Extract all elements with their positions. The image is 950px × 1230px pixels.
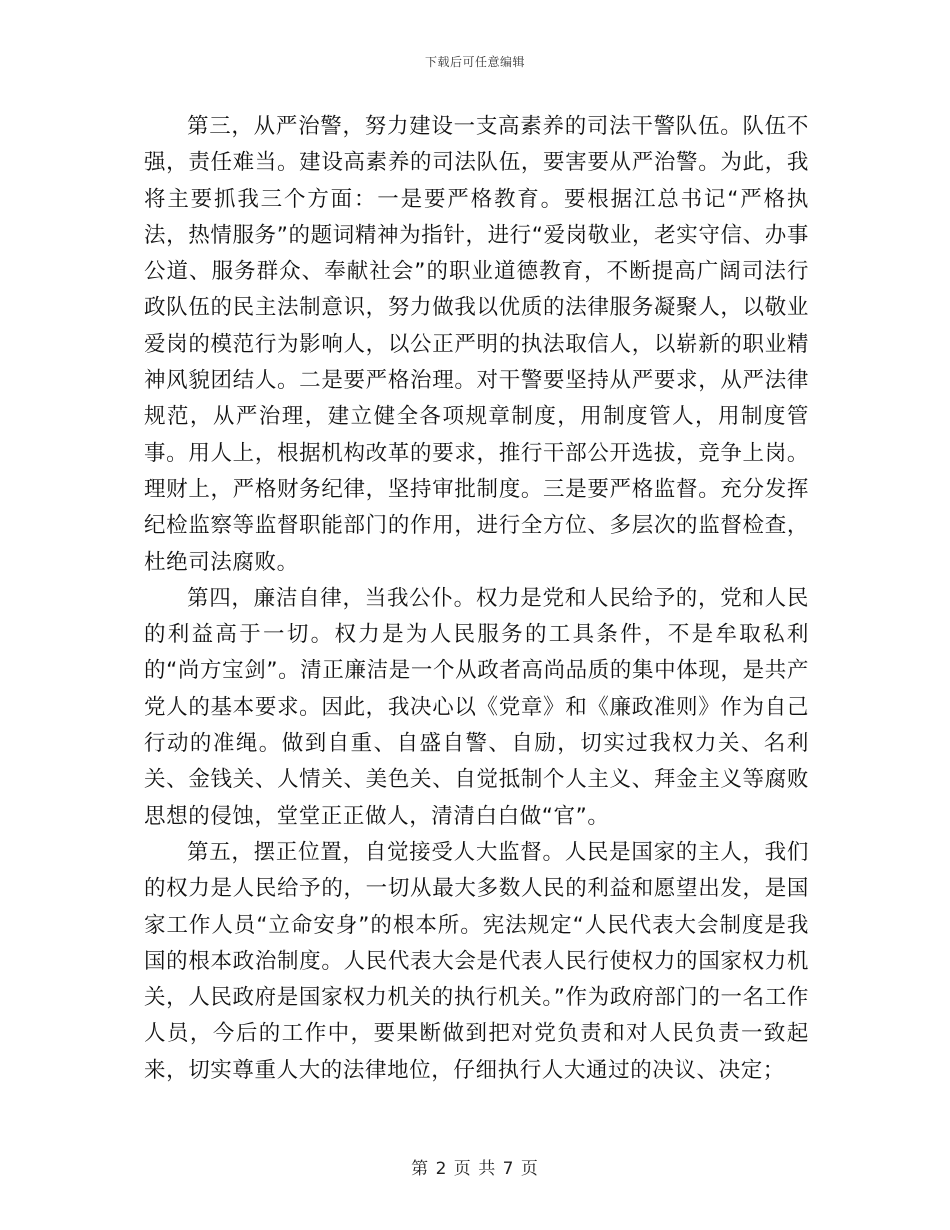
paragraph-fifth: 第五，摆正位置，自觉接受人大监督。人民是国家的主人，我们的权力是人民给予的，一切从最大多数人民的利益和愿望出发，是国家工作人员“立命安身”的根本所。宪法规定“人民代表大会制度是我国的根本政治制度。人民代表大会是代表人民行使权力的国家权力机关，人民政府是国家权力机关的执行机关。”作为政府部门的一名工作人员，今后的工作中，要果断做到把对党负责和对人民负责一致起来，切实尊重人大的法律地位，仔细执行人大通过的决议、决定； (144, 839, 809, 1083)
paragraph-third: 第三，从严治警，努力建设一支高素养的司法干警队伍。队伍不强，责任难当。建设高素养的司法队伍，要害要从严治警。为此，我将主要抓我三个方面：一是要严格教育。要根据江总书记“严格执法，热情服务”的题词精神为指针，进行“爱岗敬业，老实守信、办事公道、服务群众、奉献社会”的职业道德教育，不断提高广阔司法行政队伍的民主法制意识，努力做我以优质的法律服务凝聚人，以敬业爱岗的模范行为影响人，以公正严明的执法取信人，以崭新的职业精神风貌团结人。二是要严格治理。对干警要坚持从严要求，从严法律规范，从严治理，建立健全各项规章制度，用制度管人，用制度管事。用人上，根据机构改革的要求，推行干部公开选拔，竞争上岗。理财上，严格财务纪律，坚持审批制度。三是要严格监督。充分发挥纪检监察等监督职能部门的作用，进行全方位、多层次的监督检查，杜绝司法腐败。 (144, 114, 809, 575)
page-header: 下载后可任意编辑 (424, 55, 525, 69)
document-body (144, 109, 809, 1089)
paragraph-fourth: 第四，廉洁自律，当我公仆。权力是党和人民给予的，党和人民的利益高于一切。权力是为人民服务的工具条件，不是牟取私利的“尚方宝剑”。清正廉洁是一个从政者高尚品质的集中体现，是共产党人的基本要求。因此，我决心以《党章》和《廉政准则》作为自己行动的准绳。做到自重、自盛自警、自励，切实过我权力关、名利关、金钱关、人情关、美色关、自觉抵制个人主义、拜金主义等腐败思想的侵蚀，堂堂正正做人，清清白白做“官”。 (144, 585, 809, 829)
page-number: 第 2 页 共 7 页 (411, 1159, 539, 1179)
